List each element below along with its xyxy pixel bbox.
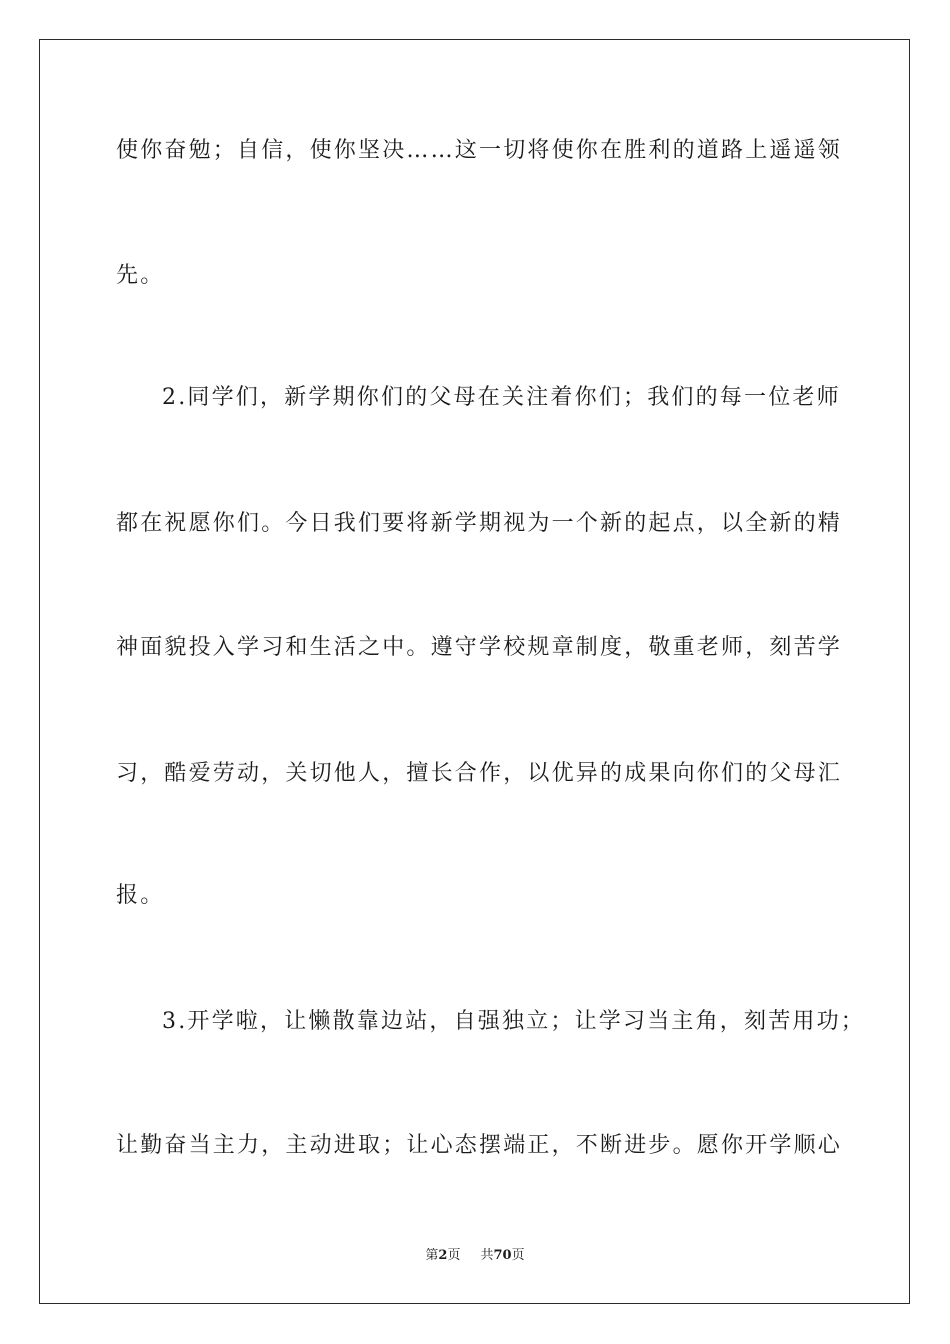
page-total-prefix: 共 — [480, 1248, 494, 1263]
body-line-5: 神面貌投入学习和生活之中。遵守学校规章制度，敬重老师，刻苦学 — [116, 635, 843, 660]
body-line-4: 都在祝愿你们。今日我们要将新学期视为一个新的起点，以全新的精 — [116, 511, 843, 536]
body-line-6: 习，酷爱劳动，关切他人，擅长合作，以优异的成果向你们的父母汇 — [116, 761, 843, 786]
body-line-7: 报。 — [116, 883, 165, 908]
body-line-3: 2.同学们，新学期你们的父母在关注着你们；我们的每一位老师 — [162, 385, 841, 410]
body-line-8: 3.开学啦，让懒散靠边站，自强独立；让学习当主角，刻苦用功； — [162, 1009, 865, 1034]
page-number-current: 2 — [438, 1248, 448, 1263]
page-number-total: 70 — [493, 1248, 512, 1263]
body-line-9: 让勤奋当主力，主动进取；让心态摆端正，不断进步。愿你开学顺心 — [116, 1133, 843, 1158]
page-number-prefix: 第 — [425, 1248, 439, 1263]
body-line-2: 先。 — [116, 263, 165, 288]
body-line-1: 使你奋勉；自信，使你坚决……这一切将使你在胜利的道路上遥遥领 — [116, 138, 843, 163]
page-footer — [0, 1248, 950, 1264]
page-border — [39, 39, 910, 1304]
page-number-suffix: 页 — [447, 1248, 461, 1263]
page-total-suffix: 页 — [511, 1248, 525, 1263]
